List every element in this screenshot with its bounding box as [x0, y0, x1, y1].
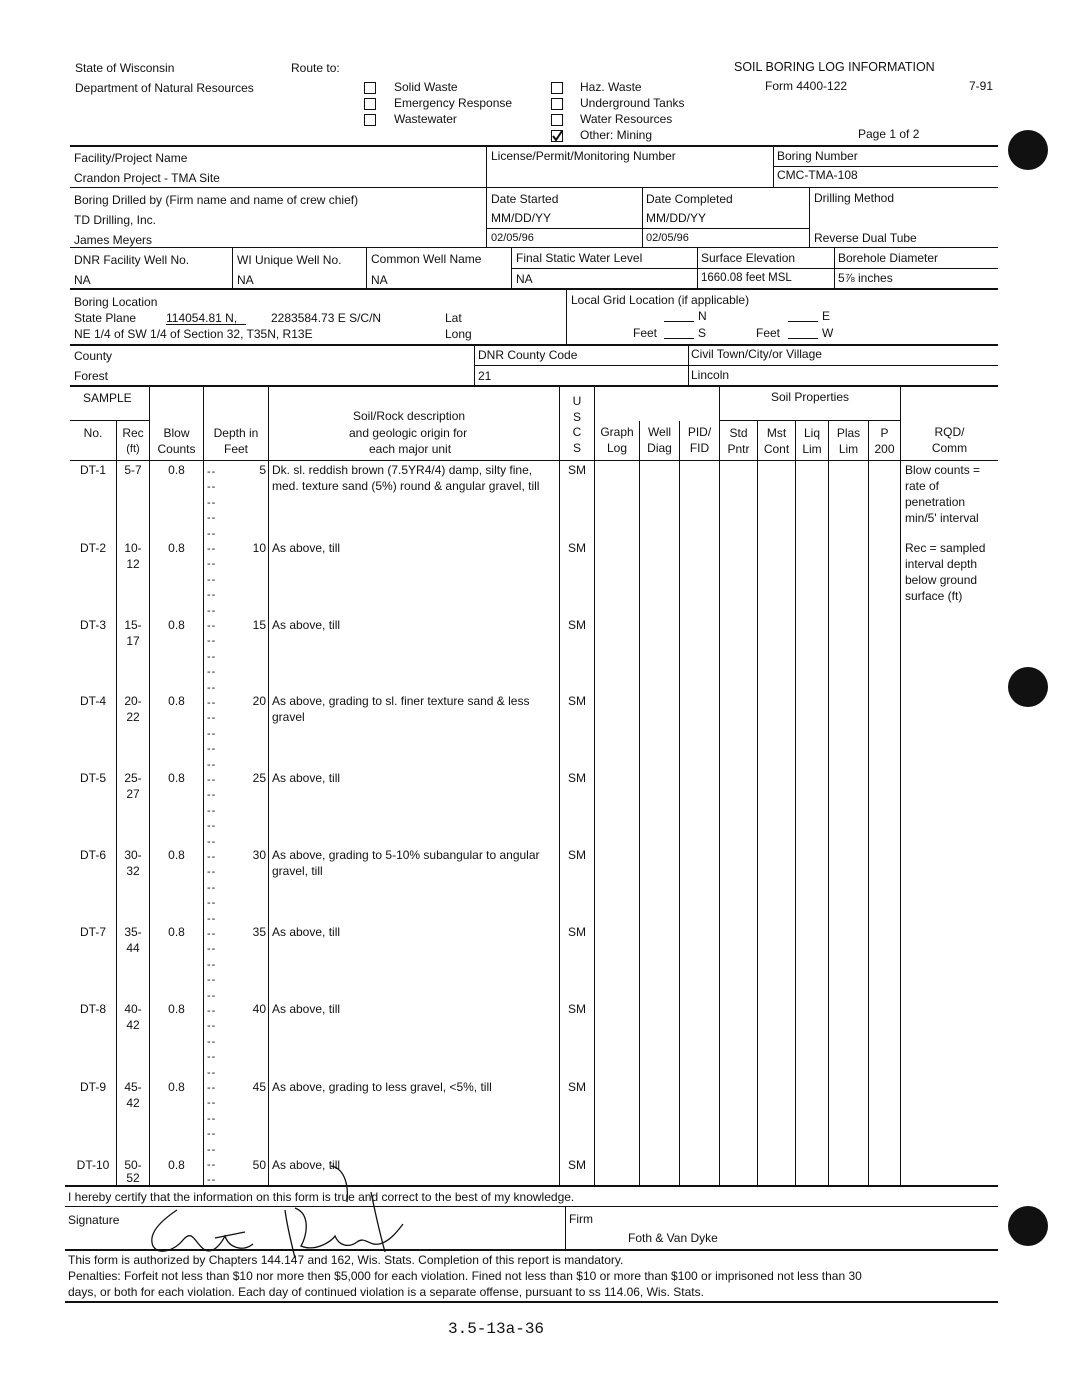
- checkbox-haz-waste[interactable]: [551, 82, 563, 94]
- depth-tick: --: [207, 1159, 217, 1171]
- row-description: As above, till: [272, 1158, 341, 1172]
- depth-tick: --: [207, 620, 217, 632]
- route-wastewater: Wastewater: [394, 112, 457, 126]
- row-depth: 25: [252, 771, 266, 785]
- authorization-text: This form is authorized by Chapters 144.147 and 162, Wis. Stats. Completion of this report is mandatory.: [68, 1253, 624, 1267]
- borehole-diameter-value: 5⅞ inches: [838, 271, 893, 285]
- firm-label: Firm: [569, 1212, 593, 1226]
- row-rec: 50-: [124, 1158, 142, 1172]
- col-std-2: Pntr: [727, 442, 750, 456]
- row-number: DT-5: [79, 771, 106, 785]
- wi-well-value: NA: [237, 273, 254, 287]
- depth-tick: --: [207, 574, 217, 586]
- uscs-s2: S: [572, 441, 581, 455]
- row-description: As above, till: [272, 771, 341, 785]
- col-pid-2: FID: [689, 441, 710, 455]
- depth-tick: --: [207, 990, 217, 1002]
- row-depth: 40: [252, 1002, 266, 1016]
- depth-tick: --: [207, 866, 217, 878]
- col-rqd-1: RQD/: [934, 425, 965, 439]
- depth-tick: --: [207, 759, 217, 771]
- penalties-text-2: days, or both for each violation. Each day of continued violation is a separate offense, pursuant to ss 114.06, Wis. Stats.: [68, 1285, 704, 1299]
- row-depth: 10: [252, 541, 266, 555]
- row-uscs: SM: [568, 463, 586, 477]
- grid-s: S: [698, 326, 707, 340]
- row-uscs: SM: [568, 618, 586, 632]
- date-started-value: 02/05/96: [491, 232, 534, 244]
- checkbox-wastewater[interactable]: [364, 114, 376, 126]
- col-plas-2: Lim: [838, 442, 859, 456]
- row-rec: 20-: [124, 694, 142, 708]
- checkbox-emergency-response[interactable]: [364, 98, 376, 110]
- boring-number-label: Boring Number: [777, 149, 858, 163]
- col-rec-1: Rec: [122, 426, 144, 440]
- row-rec: 10-: [124, 541, 142, 555]
- col-mst-2: Cont: [763, 442, 790, 456]
- certification-text: I hereby certify that the information on this form is true and correct to the best of my knowledge.: [68, 1190, 575, 1204]
- depth-tick: --: [207, 605, 217, 617]
- row-blow: 0.8: [168, 925, 185, 939]
- page-code: 3.5-13a-36: [448, 1320, 545, 1338]
- row-number: DT-1: [79, 463, 106, 477]
- depth-tick: --: [207, 466, 217, 478]
- desc-header-2: and geologic origin for: [349, 426, 468, 440]
- row-number: DT-3: [79, 618, 106, 632]
- row-rec-2: 12: [126, 557, 140, 571]
- drilled-by-label: Boring Drilled by (Firm name and name of crew chief): [74, 193, 359, 207]
- row-rec-2: 32: [126, 864, 140, 878]
- row-depth: 20: [252, 694, 266, 708]
- row-uscs: SM: [568, 1158, 586, 1172]
- comment-rec: Rec = sampled interval depth below ground surface (ft): [905, 541, 986, 603]
- row-rec: 25-: [124, 771, 142, 785]
- row-blow: 0.8: [168, 1080, 185, 1094]
- col-std-1: Std: [729, 426, 748, 440]
- grid-w: W: [822, 326, 834, 340]
- depth-tick: --: [207, 651, 217, 663]
- row-depth: 50: [252, 1158, 266, 1172]
- checkmark-icon: [551, 130, 563, 142]
- depth-tick: --: [207, 897, 217, 909]
- depth-tick: --: [207, 805, 217, 817]
- row-blow: 0.8: [168, 771, 185, 785]
- row-description: As above, grading to 5-10% subangular to angular gravel, till: [272, 848, 540, 878]
- col-blow-2: Counts: [157, 442, 196, 456]
- grid-n: N: [698, 309, 707, 323]
- depth-tick: --: [207, 666, 217, 678]
- depth-tick: --: [207, 697, 217, 709]
- grid-e: E: [822, 309, 831, 323]
- common-well-label: Common Well Name: [371, 252, 482, 266]
- row-rec-2: 44: [126, 941, 140, 955]
- drilled-by-chief: James Meyers: [74, 233, 153, 247]
- depth-tick: --: [207, 481, 217, 493]
- row-rec-2: 17: [126, 634, 140, 648]
- row-rec-2: 42: [126, 1096, 140, 1110]
- state-plane-north: 114054.81 N,: [166, 311, 238, 325]
- depth-tick: --: [207, 589, 217, 601]
- date-started-format: MM/DD/YY: [491, 211, 551, 225]
- col-rec-2: (ft): [126, 443, 140, 455]
- static-water-label: Final Static Water Level: [516, 251, 643, 265]
- depth-tick: --: [207, 836, 217, 848]
- state-name: State of Wisconsin: [75, 61, 175, 75]
- depth-tick: --: [207, 928, 217, 940]
- row-uscs: SM: [568, 848, 586, 862]
- depth-tick: --: [207, 1036, 217, 1048]
- row-rec-2: 52: [126, 1171, 140, 1185]
- row-blow: 0.8: [168, 1002, 185, 1016]
- row-blow: 0.8: [168, 848, 185, 862]
- col-rqd-2: Comm: [931, 441, 968, 455]
- col-plas-1: Plas: [836, 426, 861, 440]
- col-p-1: P: [880, 426, 889, 440]
- col-depth-1: Depth in: [213, 426, 259, 440]
- row-rec-2: 42: [126, 1018, 140, 1032]
- depth-tick: --: [207, 512, 217, 524]
- row-number: DT-9: [79, 1080, 106, 1094]
- surface-elevation-value: 1660.08 feet MSL: [701, 272, 792, 284]
- sample-label: SAMPLE: [83, 391, 132, 405]
- county-label: County: [74, 349, 113, 363]
- date-completed-label: Date Completed: [646, 192, 733, 206]
- depth-tick: --: [207, 1144, 217, 1156]
- row-description: As above, till: [272, 925, 341, 939]
- department-name: Department of Natural Resources: [75, 81, 254, 95]
- row-rec: 30-: [124, 848, 142, 862]
- form-number: Form 4400-122: [765, 79, 848, 93]
- depth-tick: --: [207, 543, 217, 555]
- row-rec: 45-: [124, 1080, 142, 1094]
- col-well-2: Diag: [647, 441, 672, 455]
- uscs-c: C: [572, 425, 582, 439]
- penalties-text-1: Penalties: Forfeit not less than $10 nor more then $5,000 for each violation. Fined not less than $10 or more than $100 or imprisoned not less than 30: [68, 1269, 862, 1283]
- date-started-label: Date Started: [491, 192, 559, 206]
- drilled-by-firm: TD Drilling, Inc.: [74, 213, 157, 227]
- signature-label: Signature: [68, 1213, 120, 1227]
- row-depth: 30: [252, 848, 266, 862]
- route-emergency-response: Emergency Response: [394, 96, 513, 110]
- row-rec: 15-: [124, 618, 142, 632]
- row-blow: 0.8: [168, 1158, 185, 1172]
- row-blow: 0.8: [168, 541, 185, 555]
- row-number: DT-6: [79, 848, 106, 862]
- col-liq-2: Lim: [802, 442, 822, 456]
- date-completed-format: MM/DD/YY: [646, 211, 706, 225]
- checkbox-solid-waste[interactable]: [364, 82, 376, 94]
- state-plane-label: State Plane: [74, 311, 137, 325]
- route-haz-waste: Haz. Waste: [580, 80, 642, 94]
- depth-tick: --: [207, 882, 217, 894]
- row-rec: 40-: [124, 1002, 142, 1016]
- county-value: Forest: [74, 369, 109, 383]
- row-uscs: SM: [568, 694, 586, 708]
- drilling-method-value: Reverse Dual Tube: [814, 231, 917, 245]
- checkbox-underground-tanks[interactable]: [551, 98, 563, 110]
- route-water-resources: Water Resources: [580, 112, 673, 126]
- col-no: No.: [83, 426, 103, 440]
- col-depth-2: Feet: [223, 442, 248, 456]
- col-mst-1: Mst: [766, 426, 787, 440]
- depth-tick: --: [207, 712, 217, 724]
- row-number: DT-10: [76, 1158, 110, 1172]
- route-other-mining: Other: Mining: [580, 128, 653, 142]
- section-text: NE 1/4 of SW 1/4 of Section 32, T35N, R13E: [74, 327, 313, 341]
- row-description: As above, till: [272, 618, 341, 632]
- civil-town-value: Lincoln: [691, 368, 730, 382]
- long-label: Long: [445, 327, 472, 341]
- punch-hole: [1008, 667, 1048, 707]
- row-depth: 35: [252, 925, 266, 939]
- depth-tick: --: [207, 728, 217, 740]
- row-number: DT-2: [79, 541, 106, 555]
- depth-tick: --: [207, 974, 217, 986]
- col-pid-1: PID/: [687, 425, 712, 439]
- route-to-label: Route to:: [291, 61, 340, 75]
- depth-tick: --: [207, 959, 217, 971]
- page-indicator: Page 1 of 2: [858, 127, 920, 141]
- depth-tick: --: [207, 851, 217, 863]
- row-description: As above, grading to sl. finer texture sand & less gravel: [272, 694, 530, 724]
- row-rec: 5-7: [124, 463, 142, 477]
- checkbox-other-mining[interactable]: [551, 130, 563, 142]
- form-revision: 7-91: [969, 79, 994, 93]
- row-number: DT-8: [79, 1002, 106, 1016]
- depth-tick: --: [207, 774, 217, 786]
- row-blow: 0.8: [168, 618, 185, 632]
- row-depth: 45: [252, 1080, 266, 1094]
- boring-number-value: CMC-TMA-108: [777, 168, 858, 182]
- depth-tick: --: [207, 743, 217, 755]
- row-rec-2: 27: [126, 787, 140, 801]
- desc-header-3: each major unit: [369, 442, 452, 456]
- depth-tick: --: [207, 558, 217, 570]
- row-uscs: SM: [568, 541, 586, 555]
- depth-tick: --: [207, 682, 217, 694]
- row-blow: 0.8: [168, 463, 185, 477]
- depth-tick: --: [207, 1020, 217, 1032]
- row-rec-2: 22: [126, 710, 140, 724]
- row-number: DT-4: [79, 694, 106, 708]
- depth-tick: --: [207, 528, 217, 540]
- uscs-u: U: [572, 394, 582, 408]
- route-underground-tanks: Underground Tanks: [580, 96, 685, 110]
- depth-tick: --: [207, 820, 217, 832]
- dnr-county-label: DNR County Code: [478, 348, 578, 362]
- static-water-value: NA: [516, 272, 533, 286]
- row-uscs: SM: [568, 771, 586, 785]
- row-uscs: SM: [568, 1002, 586, 1016]
- state-plane-east: 2283584.73 E S/C/N: [271, 311, 382, 325]
- row-rec: 35-: [124, 925, 142, 939]
- form-title: SOIL BORING LOG INFORMATION: [734, 60, 935, 74]
- depth-tick: --: [207, 1113, 217, 1125]
- punch-hole: [1008, 130, 1048, 170]
- common-well-value: NA: [371, 273, 388, 287]
- col-p-2: 200: [874, 442, 895, 456]
- route-solid-waste: Solid Waste: [394, 80, 458, 94]
- row-uscs: SM: [568, 1080, 586, 1094]
- col-blow-1: Blow: [163, 426, 190, 440]
- drilling-method-label: Drilling Method: [814, 191, 895, 205]
- depth-tick: --: [207, 1174, 217, 1186]
- row-uscs: SM: [568, 925, 586, 939]
- grid-feet-1: Feet: [633, 326, 658, 340]
- col-graph-2: Log: [606, 441, 628, 455]
- grid-feet-2: Feet: [756, 326, 781, 340]
- surface-elevation-label: Surface Elevation: [701, 251, 796, 265]
- comment-blow-counts: Blow counts = rate of penetration min/5' interval: [905, 463, 981, 525]
- depth-tick: --: [207, 635, 217, 647]
- depth-tick: --: [207, 1067, 217, 1079]
- depth-tick: --: [207, 1082, 217, 1094]
- depth-tick: --: [207, 943, 217, 955]
- row-depth: 15: [252, 618, 266, 632]
- boring-location-label: Boring Location: [74, 295, 158, 309]
- license-label: License/Permit/Monitoring Number: [491, 149, 676, 163]
- punch-hole: [1008, 1206, 1048, 1246]
- row-description: As above, till: [272, 541, 341, 555]
- borehole-diameter-label: Borehole Diameter: [838, 251, 939, 265]
- facility-label: Facility/Project Name: [74, 151, 188, 165]
- depth-tick: --: [207, 1051, 217, 1063]
- dnr-county-value: 21: [478, 369, 492, 383]
- row-description: As above, till: [272, 1002, 341, 1016]
- depth-tick: --: [207, 913, 217, 925]
- firm-value: Foth & Van Dyke: [628, 1231, 718, 1245]
- uscs-s: S: [572, 410, 581, 424]
- checkbox-water-resources[interactable]: [551, 114, 563, 126]
- civil-town-label: Civil Town/City/or Village: [691, 347, 822, 361]
- depth-tick: --: [207, 1005, 217, 1017]
- depth-tick: --: [207, 789, 217, 801]
- col-liq-1: Liq: [803, 426, 820, 440]
- row-depth: 5: [259, 463, 266, 477]
- depth-tick: --: [207, 1097, 217, 1109]
- facility-value: Crandon Project - TMA Site: [74, 171, 220, 185]
- depth-tick: --: [207, 1128, 217, 1140]
- desc-header-1: Soil/Rock description: [353, 409, 466, 423]
- row-description: Dk. sl. reddish brown (7.5YR4/4) damp, silty fine, med. texture sand (5%) round & angular gravel, till: [272, 463, 540, 493]
- wi-well-label: WI Unique Well No.: [237, 253, 342, 267]
- row-blow: 0.8: [168, 694, 185, 708]
- date-completed-value: 02/05/96: [646, 232, 689, 244]
- dnr-well-label: DNR Facility Well No.: [74, 253, 190, 267]
- row-description: As above, grading to less gravel, <5%, till: [272, 1080, 492, 1094]
- soil-properties-label: Soil Properties: [770, 390, 850, 404]
- col-well-1: Well: [647, 425, 672, 439]
- row-number: DT-7: [79, 925, 106, 939]
- lat-label: Lat: [445, 311, 462, 325]
- dnr-well-value: NA: [74, 273, 91, 287]
- local-grid-label: Local Grid Location (if applicable): [571, 293, 750, 307]
- depth-tick: --: [207, 497, 217, 509]
- col-graph-1: Graph: [600, 425, 634, 439]
